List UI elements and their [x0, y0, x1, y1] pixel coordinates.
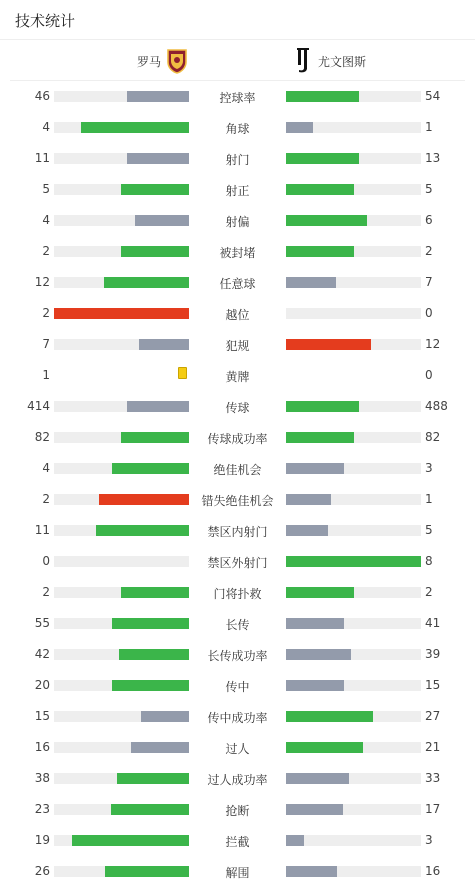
away-bar-fill	[286, 463, 344, 474]
home-bar-track	[54, 680, 189, 691]
stat-label: 过人	[225, 742, 250, 756]
stat-row	[0, 639, 475, 670]
stat-label: 传中成功率	[207, 711, 268, 725]
away-value: 5	[425, 182, 433, 196]
stat-label: 门将扑救	[213, 587, 262, 601]
home-bar-track	[54, 277, 189, 288]
home-value: 15	[34, 709, 50, 723]
stat-label: 越位	[225, 308, 250, 322]
yellow-card-icon	[178, 367, 187, 379]
away-value: 1	[425, 120, 433, 134]
away-value: 41	[425, 616, 441, 630]
away-bar-track	[286, 401, 421, 412]
stat-label: 禁区内射门	[207, 525, 268, 539]
stat-row	[0, 453, 475, 484]
home-bar-track	[54, 246, 189, 257]
home-bar-fill	[121, 246, 189, 257]
away-bar-fill	[286, 525, 328, 536]
stat-label: 禁区外射门	[207, 556, 268, 570]
away-bar-fill	[286, 91, 359, 102]
title-bar	[0, 0, 475, 40]
home-bar-track	[54, 401, 189, 412]
stat-label: 射门	[225, 153, 250, 167]
away-value: 1	[425, 492, 433, 506]
stat-label: 角球	[225, 122, 250, 136]
home-value: 12	[34, 275, 50, 289]
stat-row	[0, 174, 475, 205]
home-bar-track	[54, 91, 189, 102]
stat-row	[0, 422, 475, 453]
home-bar-fill	[127, 91, 189, 102]
away-bar-fill	[286, 587, 354, 598]
away-bar-fill	[286, 122, 313, 133]
away-bar-fill	[286, 618, 344, 629]
away-bar-track	[286, 711, 421, 722]
stat-row	[0, 856, 475, 887]
stats-list	[0, 81, 475, 887]
away-bar-fill	[286, 556, 421, 567]
away-bar-track	[286, 835, 421, 846]
away-bar-fill	[286, 184, 354, 195]
stat-label: 黄牌	[225, 370, 250, 384]
away-bar-fill	[286, 649, 351, 660]
away-bar-track	[286, 556, 421, 567]
away-value: 27	[425, 709, 441, 723]
stat-row	[0, 205, 475, 236]
stat-label: 拦截	[225, 835, 250, 849]
away-value: 2	[425, 244, 433, 258]
home-bar-fill	[127, 401, 189, 412]
away-bar-fill	[286, 866, 337, 877]
away-bar-track	[286, 122, 421, 133]
away-bar-fill	[286, 246, 354, 257]
home-value: 7	[42, 337, 50, 351]
home-bar-fill	[112, 680, 189, 691]
away-value: 0	[425, 368, 433, 382]
home-team-name: 罗马	[137, 55, 162, 69]
stat-label: 控球率	[219, 91, 256, 105]
home-value: 82	[34, 430, 50, 444]
home-bar-fill	[104, 277, 189, 288]
away-bar-fill	[286, 680, 344, 691]
stat-row	[0, 763, 475, 794]
away-bar-track	[286, 339, 421, 350]
home-value: 26	[34, 864, 50, 878]
home-value: 2	[42, 585, 50, 599]
away-bar-track	[286, 184, 421, 195]
home-bar-fill	[119, 649, 189, 660]
home-bar-fill	[131, 742, 189, 753]
home-bar-fill	[54, 308, 189, 319]
juventus-j-logo-icon	[295, 48, 313, 74]
stat-label: 抢断	[225, 804, 250, 818]
home-value: 2	[42, 244, 50, 258]
home-value: 38	[34, 771, 50, 785]
away-bar-fill	[286, 339, 371, 350]
away-bar-track	[286, 649, 421, 660]
home-bar-fill	[135, 215, 189, 226]
home-bar-fill	[81, 122, 189, 133]
away-bar-track	[286, 91, 421, 102]
away-bar-fill	[286, 742, 363, 753]
away-bar-track	[286, 277, 421, 288]
home-value: 42	[34, 647, 50, 661]
stat-label: 传中	[225, 680, 250, 694]
stat-row	[0, 732, 475, 763]
home-bar-track	[54, 494, 189, 505]
away-bar-track	[286, 525, 421, 536]
page-title: 技术统计	[15, 12, 76, 30]
stat-row	[0, 143, 475, 174]
stat-row	[0, 515, 475, 546]
stat-row	[0, 670, 475, 701]
stat-label: 传球成功率	[207, 432, 268, 446]
stat-row	[0, 81, 475, 112]
home-bar-fill	[127, 153, 189, 164]
stat-row	[0, 484, 475, 515]
home-bar-track	[54, 339, 189, 350]
stat-row	[0, 329, 475, 360]
away-bar-track	[286, 866, 421, 877]
home-bar-fill	[139, 339, 189, 350]
away-bar-track	[286, 742, 421, 753]
stat-label: 射正	[225, 184, 250, 198]
away-bar-track	[286, 618, 421, 629]
away-bar-fill	[286, 277, 336, 288]
home-bar-fill	[96, 525, 189, 536]
away-bar-track	[286, 215, 421, 226]
home-bar-track	[54, 711, 189, 722]
home-value: 23	[34, 802, 50, 816]
away-bar-track	[286, 153, 421, 164]
home-value: 46	[34, 89, 50, 103]
stat-row	[0, 825, 475, 856]
away-bar-track	[286, 587, 421, 598]
home-bar-fill	[141, 711, 189, 722]
home-bar-track	[54, 153, 189, 164]
stat-label: 任意球	[219, 277, 256, 291]
away-value: 12	[425, 337, 441, 351]
away-value: 17	[425, 802, 441, 816]
away-bar-track	[286, 463, 421, 474]
away-bar-fill	[286, 401, 359, 412]
away-value: 15	[425, 678, 441, 692]
home-bar-track	[54, 835, 189, 846]
home-bar-track	[54, 463, 189, 474]
away-value: 6	[425, 213, 433, 227]
stat-label: 被封堵	[219, 246, 256, 260]
home-value: 2	[42, 306, 50, 320]
away-bar-fill	[286, 773, 349, 784]
stat-label: 长传	[225, 618, 250, 632]
home-value: 11	[34, 523, 50, 537]
home-value: 2	[42, 492, 50, 506]
away-bar-fill	[286, 804, 343, 815]
stat-row	[0, 360, 475, 391]
stat-row	[0, 577, 475, 608]
away-bar-fill	[286, 432, 354, 443]
home-value: 19	[34, 833, 50, 847]
away-value: 54	[425, 89, 441, 103]
away-bar-track	[286, 494, 421, 505]
stat-label: 传球	[225, 401, 250, 415]
away-value: 33	[425, 771, 441, 785]
home-value: 0	[42, 554, 50, 568]
home-bar-fill	[112, 463, 189, 474]
home-bar-track	[54, 122, 189, 133]
away-bar-track	[286, 804, 421, 815]
stat-label: 错失绝佳机会	[201, 494, 274, 508]
away-bar-track	[286, 246, 421, 257]
home-value: 4	[42, 213, 50, 227]
away-value: 8	[425, 554, 433, 568]
away-value: 488	[425, 399, 448, 413]
away-bar-fill	[286, 494, 331, 505]
home-bar-track	[54, 866, 189, 877]
home-bar-track	[54, 742, 189, 753]
home-bar-track	[54, 649, 189, 660]
home-bar-fill	[111, 804, 189, 815]
stat-row	[0, 267, 475, 298]
home-bar-fill	[121, 432, 189, 443]
home-value: 16	[34, 740, 50, 754]
away-bar-fill	[286, 835, 304, 846]
home-bar-track	[54, 184, 189, 195]
home-bar-track	[54, 773, 189, 784]
home-value: 11	[34, 151, 50, 165]
away-bar-track	[286, 680, 421, 691]
stat-row	[0, 112, 475, 143]
home-bar-track	[54, 432, 189, 443]
away-value: 13	[425, 151, 441, 165]
home-value: 1	[42, 368, 50, 382]
stat-row	[0, 298, 475, 329]
stat-label: 长传成功率	[207, 649, 268, 663]
home-bar-fill	[105, 866, 189, 877]
home-value: 20	[34, 678, 50, 692]
stat-label: 过人成功率	[207, 773, 268, 787]
as-roma-crest-icon	[166, 48, 188, 74]
away-bar-fill	[286, 153, 359, 164]
stat-label: 射偏	[225, 215, 250, 229]
home-bar-fill	[121, 587, 189, 598]
home-bar-track	[54, 618, 189, 629]
away-value: 0	[425, 306, 433, 320]
away-value: 5	[425, 523, 433, 537]
home-bar-track	[54, 308, 189, 319]
away-value: 3	[425, 461, 433, 475]
away-bar-fill	[286, 711, 373, 722]
away-value: 7	[425, 275, 433, 289]
home-bar-track	[54, 804, 189, 815]
away-value: 16	[425, 864, 441, 878]
away-value: 21	[425, 740, 441, 754]
away-bar-track	[286, 773, 421, 784]
home-bar-track	[54, 215, 189, 226]
home-bar-fill	[112, 618, 189, 629]
stat-row	[0, 546, 475, 577]
away-bar-track	[286, 432, 421, 443]
home-value: 414	[27, 399, 50, 413]
away-value: 39	[425, 647, 441, 661]
home-bar-fill	[121, 184, 189, 195]
away-team-name: 尤文图斯	[318, 55, 367, 69]
home-bar-fill	[117, 773, 189, 784]
home-value: 4	[42, 120, 50, 134]
home-bar-track	[54, 556, 189, 567]
away-value: 2	[425, 585, 433, 599]
home-bar-track	[54, 525, 189, 536]
away-value: 3	[425, 833, 433, 847]
away-bar-fill	[286, 215, 367, 226]
home-bar-track	[54, 587, 189, 598]
stat-label: 解围	[225, 866, 250, 880]
stat-label: 犯规	[225, 339, 250, 353]
stat-row	[0, 391, 475, 422]
away-value: 82	[425, 430, 441, 444]
stat-row	[0, 794, 475, 825]
home-bar-fill	[99, 494, 189, 505]
stat-row	[0, 236, 475, 267]
away-bar-track	[286, 308, 421, 319]
stat-label: 绝佳机会	[213, 463, 262, 477]
team-header	[10, 41, 465, 81]
stat-row	[0, 701, 475, 732]
home-value: 5	[42, 182, 50, 196]
home-value: 4	[42, 461, 50, 475]
stat-row	[0, 608, 475, 639]
home-bar-fill	[72, 835, 189, 846]
home-value: 55	[34, 616, 50, 630]
